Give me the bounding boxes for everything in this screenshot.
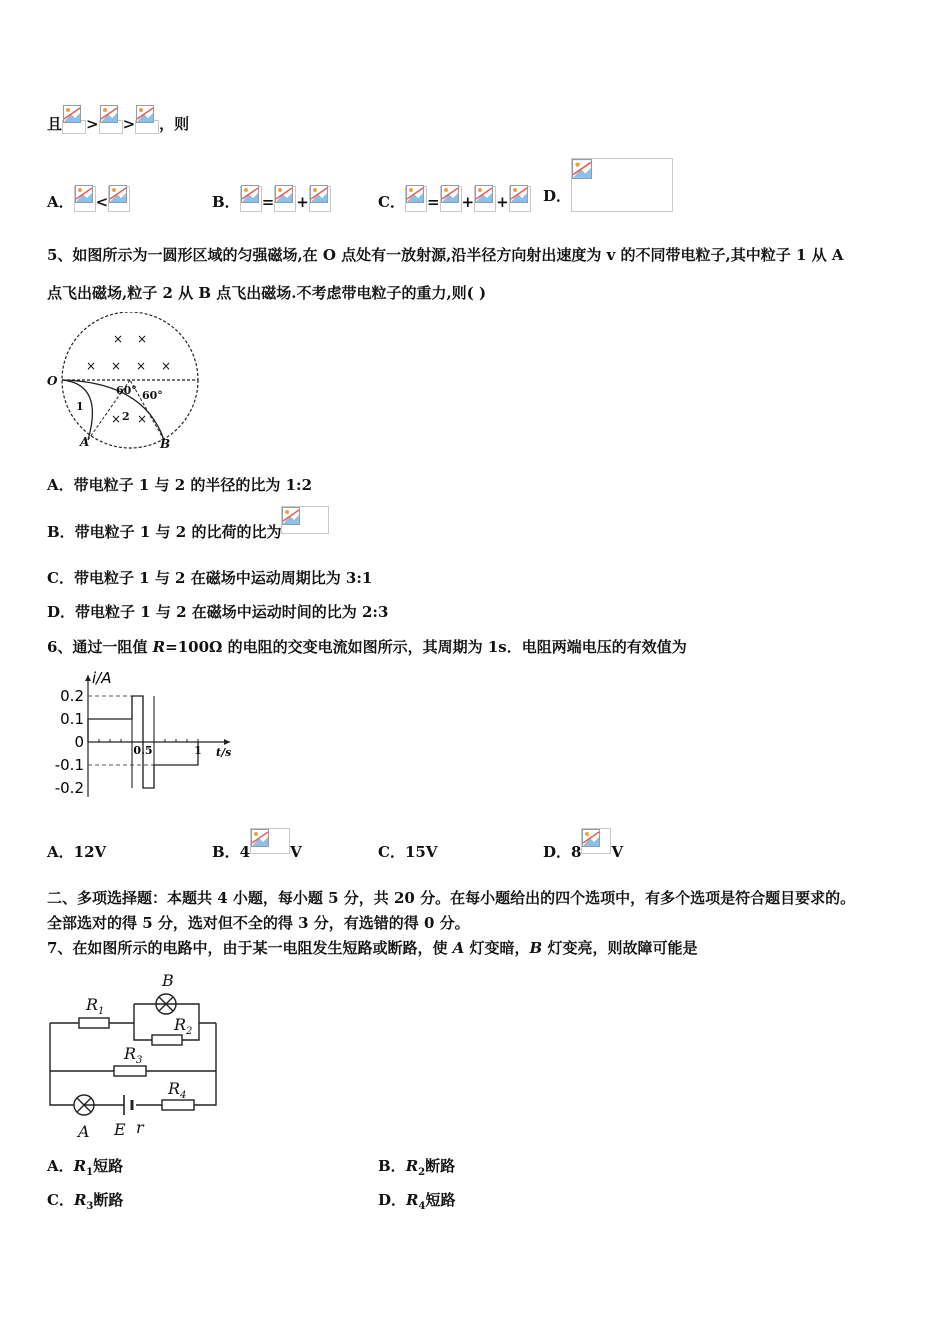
q7-option-c [47,1190,123,1217]
broken-image-icon [475,185,493,203]
text: = [261,193,275,211]
q4-option-a [47,186,130,212]
y-tick-label: 0 [74,733,84,751]
label-particle-2: 2 [122,410,130,423]
label-r3-sub: 3 [136,1055,143,1066]
subscript: 2 [418,1167,426,1178]
cross-mark: × [112,332,124,346]
section2-heading-line1: 二、多项选择题：本题共 4 小题，每小题 5 分，共 20 分。在每小题给出的四个选项中，有多个选项是符合题目要求的。 [47,889,856,907]
unit: V [611,843,624,861]
q7-option-b [378,1156,455,1183]
x-axis-label: t/s [216,746,232,759]
symbol-r: R [73,1157,87,1175]
x-tick-label: 0.5 [133,744,153,757]
formula-image [509,186,531,212]
option-text: 断路 [425,1157,456,1175]
option-text: 短路 [93,1157,124,1175]
q5-option-c: C．带电粒子 1 与 2 在磁场中运动周期比为 3:1 [47,569,373,587]
text: < [95,193,109,211]
option-text: 断路 [93,1191,124,1209]
label-particle-1: 1 [76,400,84,413]
formula-image [62,120,86,134]
formula-image [135,120,159,134]
q4-option-c [378,186,531,212]
formula-image [108,186,130,212]
broken-image-icon [100,105,118,123]
q6-option-d [543,842,623,862]
formula-image [405,186,427,212]
cross-mark: × [136,332,148,346]
formula-image [440,186,462,212]
q5-option-d: D．带电粒子 1 与 2 在磁场中运动时间的比为 2:3 [47,603,389,621]
broken-image-icon [441,185,459,203]
cross-mark: × [110,359,122,373]
formula-image [281,506,329,534]
formula-image [74,186,96,212]
text: ，则 [159,115,190,133]
y-axis-label: i/A [92,669,112,687]
cross-mark: × [85,359,97,373]
x-axis-arrow [224,739,230,745]
option-label: D． [378,1191,407,1209]
label-lamp-b: B [162,971,174,990]
formula-image [250,828,290,854]
formula-image [474,186,496,212]
broken-image-icon [510,185,528,203]
y-tick-label: 0.1 [60,710,84,728]
text: + [496,193,509,211]
text: > [86,115,99,133]
formula-image [240,186,262,212]
q6-stem [47,637,687,657]
text: = [426,193,440,211]
label-o: O [47,374,58,388]
subscript: 3 [86,1201,94,1212]
q6-option-b [212,842,302,862]
broken-image-icon [136,105,154,123]
q7-option-d [378,1190,455,1217]
q7-option-a [47,1156,123,1183]
option-label: C． [47,1191,74,1209]
label-b: B [160,437,171,451]
angle-label: 60° [116,384,137,397]
resistor-r1 [79,1018,109,1028]
y-tick-label: -0.1 [54,756,84,774]
text: 7、在如图所示的电路中，由于某一电阻发生短路或断路，使 [47,939,453,957]
text: 6、通过一阻值 [47,638,153,656]
symbol-r: R [152,638,166,656]
label-r4-sub: 4 [180,1090,187,1101]
option-label: A． [47,193,74,211]
broken-image-icon [310,185,328,203]
symbol-r: R [406,1191,419,1209]
q7-stem [47,938,697,958]
cross-mark: × [110,412,122,426]
broken-image-icon [582,829,600,847]
q4-option-d [543,186,571,206]
broken-image-icon [251,829,269,847]
q5-magnetic-field-figure [44,312,204,452]
label-a: A [80,435,90,449]
text: 灯变亮，则故障可能是 [542,939,698,957]
q6-option-c: C．15V [378,843,438,861]
formula-image [581,828,611,854]
cross-mark: × [136,412,148,426]
broken-image-icon [109,185,127,203]
option-label: D． [543,187,572,205]
q6-current-chart [44,665,244,805]
label-internal-r: r [136,1118,144,1137]
y-tick-label: -0.2 [54,779,84,797]
text: + [296,193,309,211]
broken-image-icon [63,105,81,123]
cross-mark: × [135,359,147,373]
q5-option-b [47,522,329,542]
unit: V [290,843,302,861]
label-r1: R [86,995,99,1014]
formula-image-large [571,158,673,212]
text: =100Ω 的电阻的交变电流如图所示，其周期为 1s．电阻两端电压的有效值为 [165,638,687,656]
cross-mark: × [160,359,172,373]
resistor-r4 [162,1100,194,1110]
y-tick-label: 0.2 [60,687,84,705]
text: > [122,115,136,133]
broken-image-icon [275,185,293,203]
q5-stem-line2: 点飞出磁场,粒子 2 从 B 点飞出磁场.不考虑带电粒子的重力,则( ) [47,284,487,302]
broken-image-icon [282,507,300,525]
section2-heading-line2: 全部选对的得 5 分，选对但不全的得 3 分，有选错的得 0 分。 [47,914,470,932]
q4-condition-line [47,114,189,134]
symbol-r: R [405,1157,419,1175]
label-r2: R [174,1015,187,1034]
label-r3: R [124,1044,137,1063]
q5-stem-line1: 5、如图所示为一圆形区域的匀强磁场,在 O 点处有一放射源,沿半径方向射出速度为 v 的不同带电粒子,其中粒子 1 从 A [47,246,844,264]
option-label: B． [212,193,240,211]
y-axis-arrow [85,675,91,681]
broken-image-icon [572,159,592,179]
angle-label: 60° [142,389,163,402]
option-label: B． [378,1157,406,1175]
text: 且 [47,115,63,133]
symbol-r: R [73,1191,87,1209]
lamp-a: A [452,939,465,957]
formula-image [309,186,331,212]
broken-image-icon [241,185,259,203]
lamp-b: B [529,939,543,957]
option-text: D．8 [543,843,582,861]
text: 灯变暗， [464,939,530,957]
resistor-r3 [114,1066,146,1076]
q6-option-a: A．12V [47,843,107,861]
broken-image-icon [406,185,424,203]
q4-option-b [212,186,331,212]
option-text: 短路 [425,1191,456,1209]
option-label: A． [47,1157,74,1175]
subscript: 1 [86,1167,94,1178]
subscript: 4 [418,1201,426,1212]
formula-image [99,120,123,134]
broken-image-icon [75,185,93,203]
option-label: C． [378,193,405,211]
q7-circuit-figure [44,968,224,1143]
q5-option-a: A．带电粒子 1 与 2 的半径的比为 1:2 [47,476,313,494]
x-tick-label: 1 [194,744,202,757]
label-r2-sub: 2 [186,1026,193,1037]
label-lamp-a: A [78,1122,90,1141]
text: + [461,193,475,211]
label-r1-sub: 1 [98,1006,105,1017]
formula-image [274,186,296,212]
resistor-r2 [152,1035,182,1045]
label-r4: R [168,1079,181,1098]
option-text: B．4 [212,843,251,861]
label-emf: E [114,1120,126,1139]
option-text: B．带电粒子 1 与 2 的比荷的比为 [47,523,282,541]
